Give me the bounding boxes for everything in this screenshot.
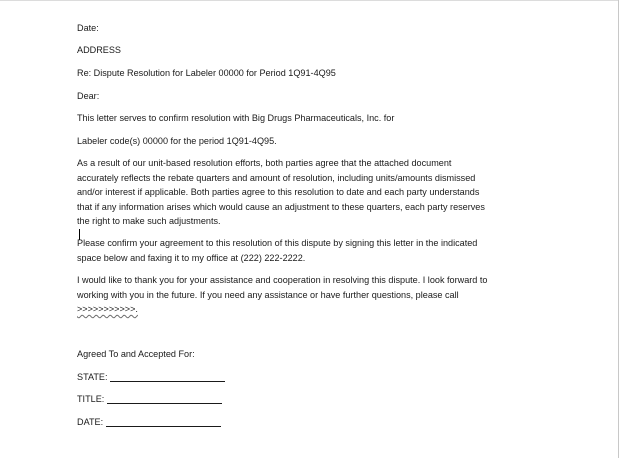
paragraph-line: accurately reflects the rebate quarters and amount of resolution, including units/amounts dismissed [77, 172, 476, 183]
salutation: Dear: [77, 91, 100, 101]
paragraph-thanks [77, 273, 547, 317]
paragraph-line: and/or interest if applicable. Both parties agree to this resolution to date and each party understands [77, 187, 480, 197]
subject-line: Re: Dispute Resolution for Labeler 00000 for Period 1Q91-4Q95 [77, 68, 336, 78]
date-label: DATE: [77, 417, 104, 427]
paragraph-line: working with you in the future. If you need any assistance or have further questions, please call [77, 289, 459, 300]
paragraph-resolution [77, 156, 547, 240]
paragraph-line: As a result of our unit-based resolution efforts, both parties agree that the attached document [77, 158, 452, 168]
state-signature-row [77, 370, 225, 385]
state-signature-line[interactable] [110, 371, 225, 382]
paragraph-line: space below and faxing it to my office at (222) 222-2222. [77, 252, 306, 263]
paragraph-confirm [77, 236, 547, 265]
intro-line-1: This letter serves to confirm resolution with Big Drugs Pharmaceuticals, Inc. for [77, 113, 395, 123]
address-line: ADDRESS [77, 45, 121, 55]
title-signature-line[interactable] [107, 393, 222, 404]
title-signature-row [77, 392, 222, 407]
intro-line-2: Labeler code(s) 00000 for the period 1Q91-4Q95. [77, 136, 277, 146]
paragraph-line: Please confirm your agreement to this resolution of this dispute by signing this letter in the indicated [77, 238, 478, 248]
paragraph-line: I would like to thank you for your assistance and cooperation in resolving this dispute. I look forward to [77, 275, 488, 285]
date-signature-row [77, 415, 221, 430]
contact-placeholder: >>>>>>>>>>>. [77, 304, 138, 314]
paragraph-line-text: the right to make such adjustments. [77, 216, 221, 226]
paragraph-line: that if any information arises which would cause an adjustment to these quarters, each party reserves [77, 201, 485, 212]
state-label: STATE: [77, 372, 108, 382]
date-line: Date: [77, 23, 99, 33]
title-label: TITLE: [77, 394, 105, 404]
page-top-border [0, 0, 618, 1]
signature-heading: Agreed To and Accepted For: [77, 349, 195, 359]
date-signature-line[interactable] [106, 416, 221, 427]
